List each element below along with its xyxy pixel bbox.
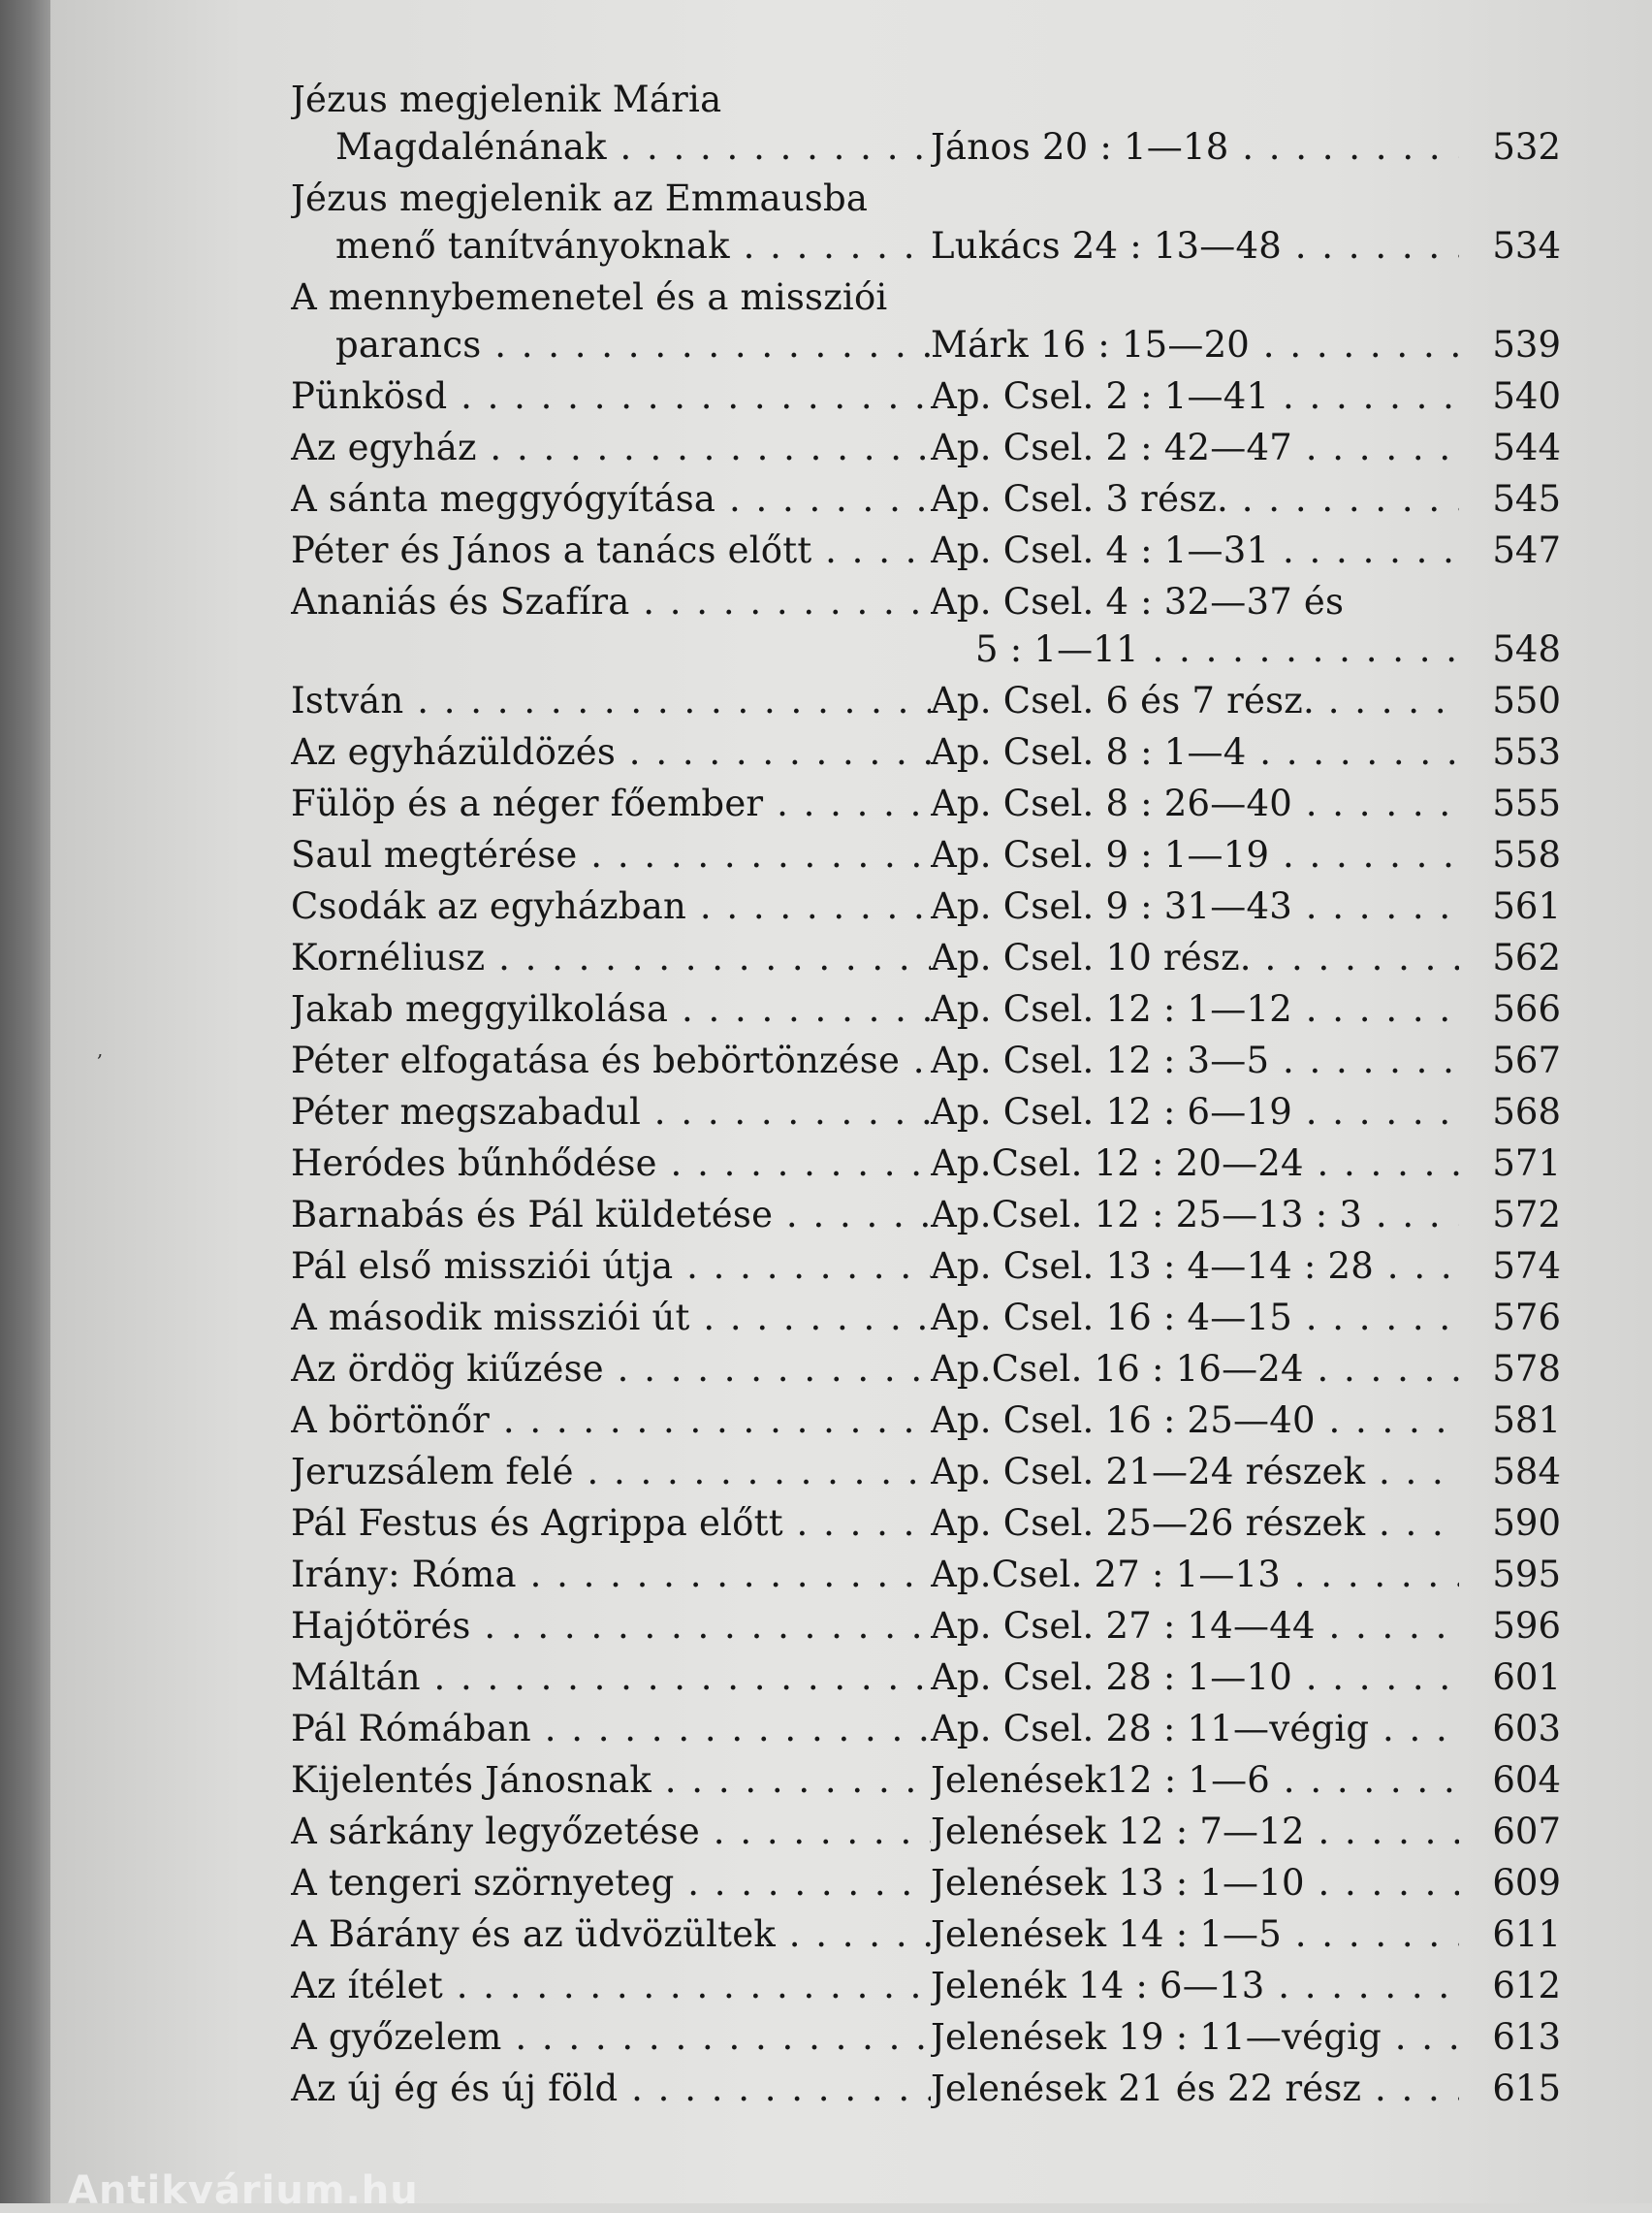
entry-page-column (1459, 1808, 1561, 1855)
toc-entry (291, 2065, 1561, 2112)
entry-title (291, 831, 931, 879)
toc-entry (291, 1139, 1561, 1187)
toc-entry (291, 934, 1561, 981)
entry-reference (931, 1499, 1459, 1547)
entry-title (291, 1191, 931, 1238)
entry-reference-line: Jelenések 21 és 22 rész . . . (931, 2065, 1459, 2112)
entry-title-line: Az egyház . . . (291, 424, 931, 471)
entry-title-line: A sánta meggyógyítása . . . (291, 475, 931, 523)
entry-title-line: menő tanítványoknak . . . (291, 222, 931, 270)
toc-entry (291, 578, 1561, 673)
entry-page-column (1459, 934, 1561, 981)
entry-page-number: 615 (1492, 2068, 1561, 2109)
entry-reference (931, 677, 1459, 724)
entry-reference-line: Ap.Csel. 12 : 20—24 . . . (931, 1139, 1459, 1187)
entry-reference-line: János 20 : 1—18 . . . (931, 123, 1459, 171)
entry-title (291, 1448, 931, 1495)
entry-title-line: Kijelentés Jánosnak . . . (291, 1756, 931, 1804)
entry-reference-line: Ap. Csel. 21—24 részek . . . (931, 1448, 1459, 1495)
entry-page-number: 590 (1492, 1502, 1561, 1544)
entry-title-line: A győzelem . . . (291, 2013, 931, 2061)
entry-reference (931, 372, 1459, 420)
entry-page-column (1459, 273, 1561, 369)
entry-title-line: Hajótörés . . . (291, 1602, 931, 1650)
entry-title (291, 780, 931, 827)
entry-page-column (1459, 1345, 1561, 1393)
spacer (931, 175, 1459, 222)
toc-entry (291, 677, 1561, 724)
entry-reference-line: Lukács 24 : 13—48 . . . (931, 222, 1459, 270)
entry-page-column (1459, 882, 1561, 930)
spacer (291, 625, 931, 673)
entry-title-line: Jézus megjelenik Mária (291, 79, 722, 120)
entry-reference-line: Ap. Csel. 10 rész. . . . (931, 934, 1459, 981)
entry-reference (931, 1088, 1459, 1136)
toc-entry (291, 372, 1561, 420)
entry-page-column (1459, 1962, 1561, 2009)
toc-entry (291, 1294, 1561, 1341)
entry-page-number: 540 (1492, 375, 1561, 417)
entry-reference (931, 1242, 1459, 1290)
toc-entry (291, 76, 1561, 171)
entry-page-column (1459, 677, 1561, 724)
toc-entry (291, 1859, 1561, 1907)
entry-page-number: 547 (1492, 529, 1561, 571)
entry-page-column (1459, 1037, 1561, 1084)
entry-title (291, 475, 931, 523)
entry-reference-line: Ap. Csel. 16 : 4—15 . . . (931, 1294, 1459, 1341)
entry-reference-line: Ap. Csel. 12 : 3—5 . . . (931, 1037, 1459, 1084)
entry-page-column (1459, 424, 1561, 471)
toc-entry (291, 1037, 1561, 1084)
entry-title (291, 1910, 931, 1958)
entry-reference (931, 1859, 1459, 1907)
toc-entry (291, 1088, 1561, 1136)
toc-entry (291, 1448, 1561, 1495)
entry-reference-line: Ap. Csel. 2 : 1—41 . . . (931, 372, 1459, 420)
entry-title (291, 1088, 931, 1136)
entry-title (291, 1756, 931, 1804)
entry-title (291, 1242, 931, 1290)
entry-reference-line: Jelenések 12 : 7—12 . . . (931, 1808, 1459, 1855)
entry-title (291, 1037, 931, 1084)
entry-page-column (1459, 1499, 1561, 1547)
entry-page-number: 544 (1492, 427, 1561, 468)
entry-reference (931, 475, 1459, 523)
entry-reference-line: Ap. Csel. 12 : 1—12 . . . (931, 985, 1459, 1033)
entry-page-column (1459, 76, 1561, 171)
entry-reference-line: 5 : 1—11 . . . (931, 625, 1459, 673)
entry-reference-line: Ap. Csel. 8 : 1—4 . . . (931, 728, 1459, 776)
toc-entry (291, 1242, 1561, 1290)
entry-title-line: Fülöp és a néger főember . . . (291, 780, 931, 827)
entry-page-column (1459, 475, 1561, 523)
toc-entry (291, 2013, 1561, 2061)
entry-title (291, 1551, 931, 1598)
entry-title (291, 2065, 931, 2112)
entry-title (291, 934, 931, 981)
entry-reference-line: Ap. Csel. 9 : 1—19 . . . (931, 831, 1459, 879)
entry-reference (931, 1139, 1459, 1187)
entry-page-number: 611 (1492, 1913, 1561, 1955)
stray-ink-mark: , (97, 1038, 104, 1061)
entry-title-line: Péter és János a tanács előtt . . . (291, 527, 931, 574)
entry-page-number: 562 (1492, 937, 1561, 978)
entry-page-number: 612 (1492, 1965, 1561, 2006)
entry-page-number: 596 (1492, 1605, 1561, 1647)
book-spine-shadow (0, 0, 50, 2203)
entry-page-number: 574 (1492, 1245, 1561, 1287)
entry-reference-line: Ap.Csel. 12 : 25—13 : 3 . . . (931, 1191, 1459, 1238)
entry-title (291, 1396, 931, 1444)
entry-reference-line: Ap. Csel. 16 : 25—40 . . . (931, 1396, 1459, 1444)
entry-reference (931, 882, 1459, 930)
entry-title-line: A sárkány legyőzetése . . . (291, 1808, 931, 1855)
entry-title (291, 527, 931, 574)
entry-reference-line: Ap. Csel. 25—26 részek . . . (931, 1499, 1459, 1547)
entry-reference (931, 780, 1459, 827)
entry-title (291, 1705, 931, 1752)
entry-reference-line: Márk 16 : 15—20 . . . (931, 321, 1459, 369)
entry-page-column (1459, 1242, 1561, 1290)
entry-page-column (1459, 1139, 1561, 1187)
entry-reference (931, 1294, 1459, 1341)
entry-title-line: Pünkösd . . . (291, 372, 931, 420)
entry-title-line: A második missziói út . . . (291, 1294, 931, 1341)
entry-page-column (1459, 1756, 1561, 1804)
entry-title-line: Barnabás és Pál küldetése . . . (291, 1191, 931, 1238)
entry-page-column (1459, 1859, 1561, 1907)
entry-reference-line: Jelenések12 : 1—6 . . . (931, 1756, 1459, 1804)
entry-page-column (1459, 728, 1561, 776)
entry-page-number: 532 (1492, 126, 1561, 168)
entry-reference-line: Ap. Csel. 8 : 26—40 . . . (931, 780, 1459, 827)
entry-title (291, 76, 931, 171)
entry-reference-line: Ap.Csel. 27 : 1—13 . . . (931, 1551, 1459, 1598)
entry-reference (931, 934, 1459, 981)
entry-title (291, 882, 931, 930)
entry-title (291, 1962, 931, 2009)
toc-entry (291, 1756, 1561, 1804)
entry-title-line: Az ördög kiűzése . . . (291, 1345, 931, 1393)
toc-entry (291, 1602, 1561, 1650)
entry-reference (931, 273, 1459, 369)
toc-entry (291, 882, 1561, 930)
toc-entry (291, 1910, 1561, 1958)
entry-page-number: 609 (1492, 1862, 1561, 1904)
entry-title (291, 424, 931, 471)
entry-title (291, 1653, 931, 1701)
entry-page-column (1459, 1396, 1561, 1444)
toc-entry (291, 527, 1561, 574)
entry-title (291, 2013, 931, 2061)
entry-page-column (1459, 1602, 1561, 1650)
entry-reference (931, 1653, 1459, 1701)
entry-title (291, 1602, 931, 1650)
entry-title-line: Máltán . . . (291, 1653, 931, 1701)
entry-title (291, 1808, 931, 1855)
toc-entry (291, 985, 1561, 1033)
entry-page-number: 568 (1492, 1091, 1561, 1133)
entry-reference (931, 985, 1459, 1033)
entry-reference (931, 831, 1459, 879)
entry-page-number: 595 (1492, 1554, 1561, 1595)
toc-entry (291, 1653, 1561, 1701)
toc-entry (291, 1499, 1561, 1547)
entry-reference (931, 1191, 1459, 1238)
toc-entry (291, 273, 1561, 369)
entry-title-line: Pál Rómában . . . (291, 1705, 931, 1752)
entry-page-number: 567 (1492, 1040, 1561, 1081)
entry-page-number: 576 (1492, 1297, 1561, 1338)
entry-reference (931, 728, 1459, 776)
entry-page-column (1459, 2065, 1561, 2112)
entry-page-column (1459, 1448, 1561, 1495)
entry-page-column (1459, 1705, 1561, 1752)
entry-page-column (1459, 175, 1561, 270)
entry-reference (931, 1602, 1459, 1650)
entry-page-column (1459, 1294, 1561, 1341)
toc-entry (291, 175, 1561, 270)
entry-reference (931, 1705, 1459, 1752)
entry-title-line: Jakab meggyilkolása . . . (291, 985, 931, 1033)
entry-reference-line: Jelenések 14 : 1—5 . . . (931, 1910, 1459, 1958)
entry-reference (931, 578, 1459, 673)
entry-reference-line: Ap. Csel. 4 : 1—31 . . . (931, 527, 1459, 574)
entry-page-number: 571 (1492, 1142, 1561, 1184)
entry-title-line: Kornéliusz . . . (291, 934, 931, 981)
entry-title-line: Jézus megjelenik az Emmausba (291, 177, 869, 219)
toc-entry (291, 1808, 1561, 1855)
entry-reference (931, 1345, 1459, 1393)
entry-title-line: Csodák az egyházban . . . (291, 882, 931, 930)
toc-entry (291, 1345, 1561, 1393)
table-of-contents (291, 76, 1561, 2116)
entry-page-number: 558 (1492, 834, 1561, 876)
entry-title (291, 273, 931, 369)
entry-reference-line: Ap. Csel. 28 : 11—végig . . . (931, 1705, 1459, 1752)
entry-reference (931, 424, 1459, 471)
toc-entry (291, 728, 1561, 776)
entry-title (291, 578, 931, 673)
entry-page-number: 555 (1492, 783, 1561, 824)
entry-page-number: 584 (1492, 1451, 1561, 1492)
entry-title (291, 1345, 931, 1393)
entry-title-line: Magdalénának . . . (291, 123, 931, 171)
entry-reference (931, 175, 1459, 270)
entry-title (291, 1139, 931, 1187)
entry-title (291, 985, 931, 1033)
entry-reference-line: Jelenék 14 : 6—13 . . . (931, 1962, 1459, 2009)
entry-page-column (1459, 831, 1561, 879)
entry-page-number: 578 (1492, 1348, 1561, 1390)
entry-page-column (1459, 780, 1561, 827)
toc-entry (291, 1551, 1561, 1598)
entry-title-line: Az egyházüldözés . . . (291, 728, 931, 776)
entry-reference (931, 2065, 1459, 2112)
entry-title-line: Ananiás és Szafíra . . . (291, 578, 931, 625)
entry-title (291, 1859, 931, 1907)
entry-reference (931, 1910, 1459, 1958)
entry-reference (931, 1808, 1459, 1855)
entry-title-line: Az ítélet . . . (291, 1962, 931, 2009)
entry-reference (931, 527, 1459, 574)
entry-title-line: Az új ég és új föld . . . (291, 2065, 931, 2112)
entry-title (291, 175, 931, 270)
toc-entry (291, 1962, 1561, 2009)
entry-title (291, 677, 931, 724)
entry-page-number: 550 (1492, 680, 1561, 722)
entry-page-column (1459, 2013, 1561, 2061)
entry-reference (931, 1756, 1459, 1804)
toc-entry (291, 424, 1561, 471)
spacer (931, 273, 1459, 321)
entry-page-column (1459, 1653, 1561, 1701)
entry-page-number: 566 (1492, 988, 1561, 1030)
entry-page-number: 607 (1492, 1811, 1561, 1852)
entry-page-number: 581 (1492, 1399, 1561, 1441)
entry-page-number: 604 (1492, 1759, 1561, 1801)
entry-title-line: A mennybemenetel és a missziói (291, 276, 888, 318)
entry-page-column (1459, 372, 1561, 420)
entry-reference (931, 1037, 1459, 1084)
entry-reference-line: Ap. Csel. 27 : 14—44 . . . (931, 1602, 1459, 1650)
entry-reference-line: Ap. Csel. 4 : 32—37 és (931, 581, 1345, 623)
entry-reference-line: Jelenések 19 : 11—végig . . . (931, 2013, 1459, 2061)
entry-page-column (1459, 1191, 1561, 1238)
entry-reference (931, 1448, 1459, 1495)
entry-title-line: Jeruzsálem felé . . . (291, 1448, 931, 1495)
entry-reference-line: Ap. Csel. 13 : 4—14 : 28 . . . (931, 1242, 1459, 1290)
toc-entry (291, 475, 1561, 523)
entry-reference (931, 1962, 1459, 2009)
entry-title (291, 1294, 931, 1341)
watermark-text: Antikvárium.hu (68, 2168, 419, 2213)
entry-reference-line: Ap. Csel. 3 rész. . . . (931, 475, 1459, 523)
entry-reference-line: Ap. Csel. 28 : 1—10 . . . (931, 1653, 1459, 1701)
entry-page-column (1459, 985, 1561, 1033)
entry-title-line: Pál első missziói útja . . . (291, 1242, 931, 1290)
entry-reference (931, 1396, 1459, 1444)
entry-page-column (1459, 1910, 1561, 1958)
entry-page-column (1459, 1088, 1561, 1136)
entry-page-number: 572 (1492, 1194, 1561, 1235)
entry-title-line: A tengeri szörnyeteg . . . (291, 1859, 931, 1907)
spacer (931, 76, 1459, 123)
toc-entry (291, 1705, 1561, 1752)
entry-reference-line: Ap. Csel. 2 : 42—47 . . . (931, 424, 1459, 471)
entry-page-number: 539 (1492, 324, 1561, 366)
entry-page-number: 553 (1492, 731, 1561, 773)
entry-page-column (1459, 1551, 1561, 1598)
entry-title-line: parancs . . . (291, 321, 931, 369)
entry-reference (931, 2013, 1459, 2061)
entry-page-column (1459, 527, 1561, 574)
entry-page-number: 534 (1492, 225, 1561, 267)
entry-page-number: 545 (1492, 478, 1561, 520)
toc-entry (291, 1396, 1561, 1444)
entry-reference-line: Ap. Csel. 12 : 6—19 . . . (931, 1088, 1459, 1136)
entry-page-column (1459, 578, 1561, 673)
entry-title-line: Péter megszabadul . . . (291, 1088, 931, 1136)
entry-title (291, 728, 931, 776)
entry-reference-line: Ap.Csel. 16 : 16—24 . . . (931, 1345, 1459, 1393)
entry-title-line: Pál Festus és Agrippa előtt . . . (291, 1499, 931, 1547)
entry-title-line: Heródes bűnhődése . . . (291, 1139, 931, 1187)
entry-title (291, 1499, 931, 1547)
entry-reference-line: Ap. Csel. 9 : 31—43 . . . (931, 882, 1459, 930)
entry-title-line: A börtönőr . . . (291, 1396, 931, 1444)
entry-reference-line: Ap. Csel. 6 és 7 rész. . . . (931, 677, 1459, 724)
entry-title-line: Irány: Róma . . . (291, 1551, 931, 1598)
entry-page-number: 613 (1492, 2016, 1561, 2058)
toc-entry (291, 1191, 1561, 1238)
toc-entry (291, 780, 1561, 827)
entry-page-number: 548 (1492, 628, 1561, 670)
entry-title (291, 372, 931, 420)
entry-title-line: István . . . (291, 677, 931, 724)
entry-page-number: 561 (1492, 885, 1561, 927)
entry-page-number: 601 (1492, 1656, 1561, 1698)
entry-page-number: 603 (1492, 1708, 1561, 1749)
toc-entry (291, 831, 1561, 879)
entry-reference-line: Jelenések 13 : 1—10 . . . (931, 1859, 1459, 1907)
entry-title-line: Péter elfogatása és bebörtönzése . . . (291, 1037, 931, 1084)
entry-title-line: Saul megtérése . . . (291, 831, 931, 879)
entry-reference (931, 1551, 1459, 1598)
entry-reference (931, 76, 1459, 171)
entry-title-line: A Bárány és az üdvözültek . . . (291, 1910, 931, 1958)
